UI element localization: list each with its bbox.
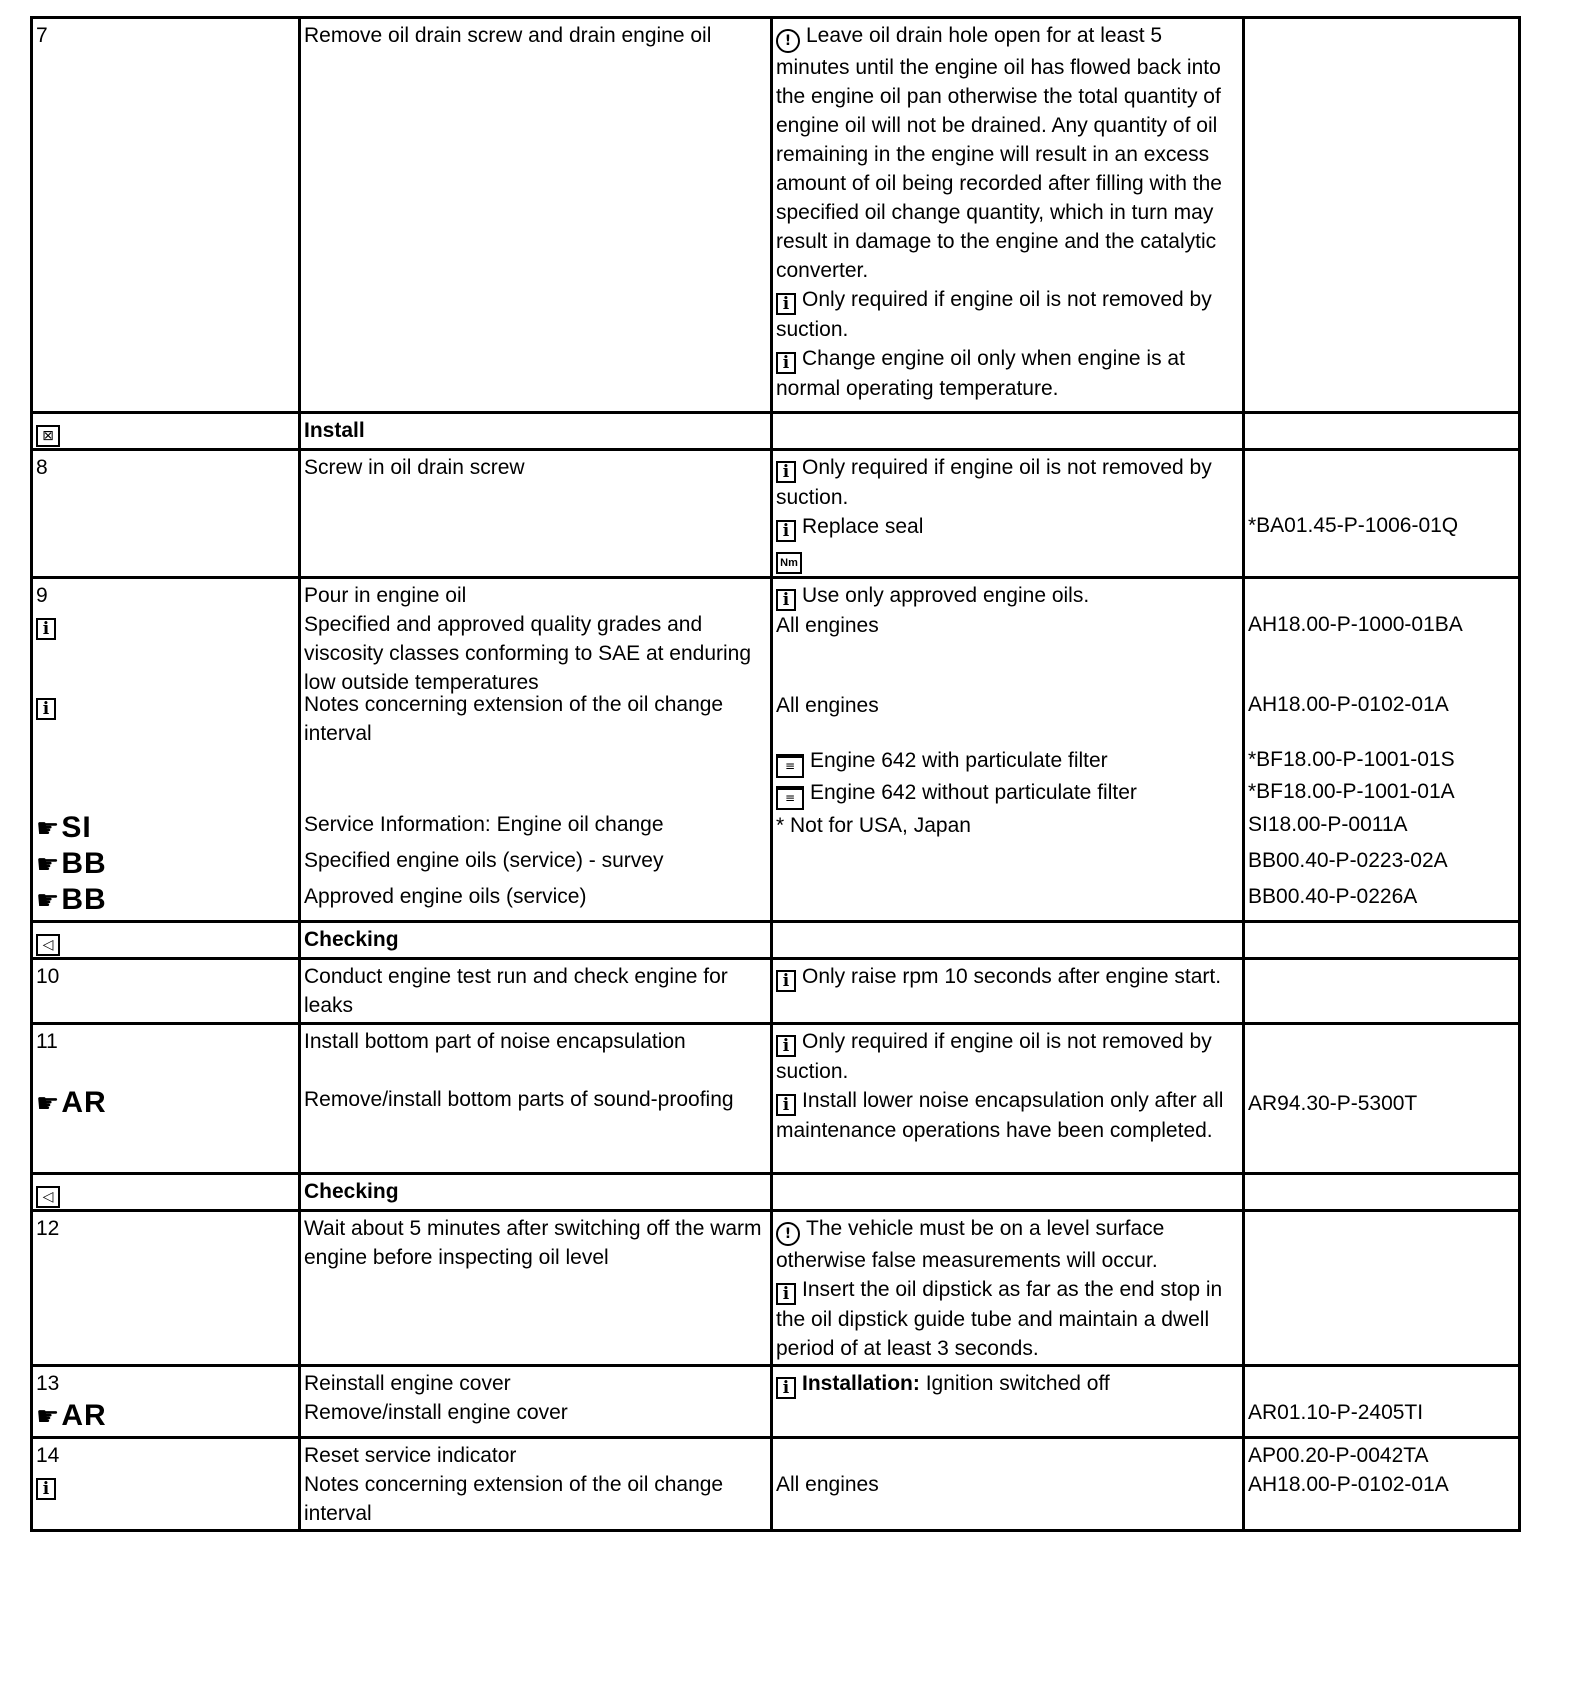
reference-link[interactable]: AH18.00-P-0102-01A <box>1248 1473 1449 1496</box>
operation: Conduct engine test run and check engine for leaks <box>300 959 772 1024</box>
info-icon: i <box>776 352 796 374</box>
checking-icon: ◁ <box>36 934 60 956</box>
step-number: 9 i i ☛SI ☛BB ☛BB <box>32 578 300 922</box>
notes <box>772 1024 1244 1174</box>
info-icon: i <box>36 618 56 640</box>
note: i Only required if engine oil is not removed by suction. <box>776 1030 1212 1083</box>
table-row <box>32 578 1520 922</box>
section-icon-cell <box>32 1174 300 1211</box>
engine-note: ≡ Engine 642 without particulate filter <box>776 778 1239 811</box>
info-icon: i <box>36 698 56 720</box>
note: i Replace seal <box>776 512 1239 542</box>
reference <box>1244 18 1520 413</box>
table-row <box>32 18 1520 413</box>
reference-link[interactable]: AR94.30-P-5300T <box>1248 1092 1418 1115</box>
operation: Reset service indicator Notes concerning extension of the oil change interval <box>300 1438 772 1531</box>
info-icon: i <box>776 520 796 542</box>
table-row <box>32 1366 1520 1438</box>
notes <box>772 450 1244 578</box>
reference-link[interactable]: AH18.00-P-0102-01A <box>1248 693 1449 716</box>
section-title: Checking <box>300 922 772 959</box>
note: i Only required if engine oil is not removed by suction. <box>776 456 1212 509</box>
note: ! The vehicle must be on a level surface otherwise false measurements will occur. <box>776 1217 1165 1272</box>
engine-icon: ≡ <box>776 754 804 778</box>
notes: All engines <box>772 1438 1244 1531</box>
section-row <box>32 413 1520 450</box>
notes <box>772 1211 1244 1366</box>
step-number: 12 <box>32 1211 300 1366</box>
info-icon: i <box>776 589 796 611</box>
operation: Pour in engine oil Specified and approved quality grades and viscosity classes conforming to SAE at enduring low outside temperatures Notes concerning extension of the oil change interval Service Information: Engine oil change Specified engine oils (service) - survey Approved engine oils (service) <box>300 578 772 922</box>
section-title: Checking <box>300 1174 772 1211</box>
info-icon: i <box>776 1035 796 1057</box>
notes: i Use only approved engine oils. All engines All engines ≡ Engine 642 with particulate filter ≡ Engine 642 without particulate filter * Not for USA, Japan <box>772 578 1244 922</box>
operation: Wait about 5 minutes after switching off the warm engine before inspecting oil level <box>300 1211 772 1366</box>
table-row <box>32 1438 1520 1531</box>
table-row <box>32 959 1520 1024</box>
bb-reference[interactable]: ☛BB <box>36 883 107 916</box>
note <box>776 542 1239 574</box>
note: i Installation: Ignition switched off <box>776 1369 1239 1399</box>
torque-icon: Nm <box>776 552 802 574</box>
note: i Change engine oil only when engine is at normal operating temperature. <box>776 347 1185 400</box>
info-icon: i <box>776 1283 796 1305</box>
section-icon-cell <box>32 922 300 959</box>
reference <box>1244 578 1520 922</box>
step-number: 10 <box>32 959 300 1024</box>
info-icon: i <box>776 461 796 483</box>
reference <box>1244 1024 1520 1174</box>
step-number: 7 <box>32 18 300 413</box>
step-number: 8 <box>32 450 300 578</box>
pointing-hand-icon: ☛ <box>36 1402 60 1432</box>
notes <box>772 1366 1244 1438</box>
caution-icon: ! <box>776 1222 800 1246</box>
checking-icon: ◁ <box>36 1186 60 1208</box>
caution-icon: ! <box>776 29 800 53</box>
pointing-hand-icon: ☛ <box>36 886 60 916</box>
reference <box>1244 450 1520 578</box>
ar-reference[interactable]: ☛AR <box>36 1399 107 1432</box>
reference-link[interactable]: SI18.00-P-0011A <box>1248 813 1408 836</box>
step-number: 11 ☛AR <box>32 1024 300 1174</box>
pointing-hand-icon: ☛ <box>36 1089 60 1119</box>
section-row <box>32 922 1520 959</box>
table-row <box>32 1211 1520 1366</box>
info-icon: i <box>776 1377 796 1399</box>
reference-link[interactable]: *BA01.45-P-1006-01Q <box>1248 514 1459 537</box>
table-row <box>32 450 1520 578</box>
operation: Screw in oil drain screw <box>300 450 772 578</box>
info-icon: i <box>776 970 796 992</box>
section-title: Install <box>300 413 772 450</box>
step-number: 13 ☛AR <box>32 1366 300 1438</box>
reference <box>1244 1366 1520 1438</box>
pointing-hand-icon: ☛ <box>36 850 60 880</box>
table-row <box>32 1024 1520 1174</box>
reference-link[interactable]: BB00.40-P-0226A <box>1248 885 1418 908</box>
info-icon: i <box>776 293 796 315</box>
note: ! Leave oil drain hole open for at least 5 minutes until the engine oil has flowed back into the engine oil pan otherwise the total quantity of engine oil will not be drained. Any quantity of oil remaining in the engine will result in an excess amount of oil being recorded after filling with the specified oil change quantity, which in turn may result in damage to the engine and the catalytic converter. <box>776 24 1222 282</box>
notes <box>772 959 1244 1024</box>
info-icon: i <box>36 1478 56 1500</box>
procedure-table <box>30 16 1521 1532</box>
step-number: 14 i <box>32 1438 300 1531</box>
note: i Insert the oil dipstick as far as the end stop in the oil dipstick guide tube and maintain a dwell period of at least 3 seconds. <box>776 1278 1223 1360</box>
reference <box>1244 959 1520 1024</box>
engine-note: ≡ Engine 642 with particulate filter <box>776 746 1239 778</box>
ar-reference[interactable]: ☛AR <box>36 1086 107 1119</box>
reference-link[interactable]: BB00.40-P-0223-02A <box>1248 849 1448 872</box>
reference-link[interactable]: *BF18.00-P-1001-01S <box>1248 748 1455 771</box>
info-icon: i <box>776 1094 796 1116</box>
bb-reference[interactable]: ☛BB <box>36 847 107 880</box>
note: i Only raise rpm 10 seconds after engine start. <box>776 962 1239 992</box>
reference <box>1244 1438 1520 1531</box>
note: i Only required if engine oil is not removed by suction. <box>776 288 1212 341</box>
note: i Install lower noise encapsulation only after all maintenance operations have been completed. <box>776 1089 1224 1142</box>
reference-link[interactable]: AH18.00-P-1000-01BA <box>1248 613 1463 636</box>
section-row <box>32 1174 1520 1211</box>
operation: Reinstall engine cover Remove/install engine cover <box>300 1366 772 1438</box>
pointing-hand-icon: ☛ <box>36 814 60 844</box>
reference-link[interactable]: AP00.20-P-0042TA <box>1248 1444 1429 1467</box>
section-icon-cell <box>32 413 300 450</box>
si-reference[interactable]: ☛SI <box>36 811 92 844</box>
note: i Use only approved engine oils. <box>776 581 1239 611</box>
operation: Remove oil drain screw and drain engine oil <box>300 18 772 413</box>
engine-icon: ≡ <box>776 786 804 810</box>
reference-link[interactable]: *BF18.00-P-1001-01A <box>1248 780 1455 803</box>
operation: Install bottom part of noise encapsulation Remove/install bottom parts of sound-proofing <box>300 1024 772 1174</box>
reference-link[interactable]: AR01.10-P-2405TI <box>1248 1401 1424 1424</box>
install-icon: ⊠ <box>36 425 60 447</box>
notes <box>772 18 1244 413</box>
reference <box>1244 1211 1520 1366</box>
